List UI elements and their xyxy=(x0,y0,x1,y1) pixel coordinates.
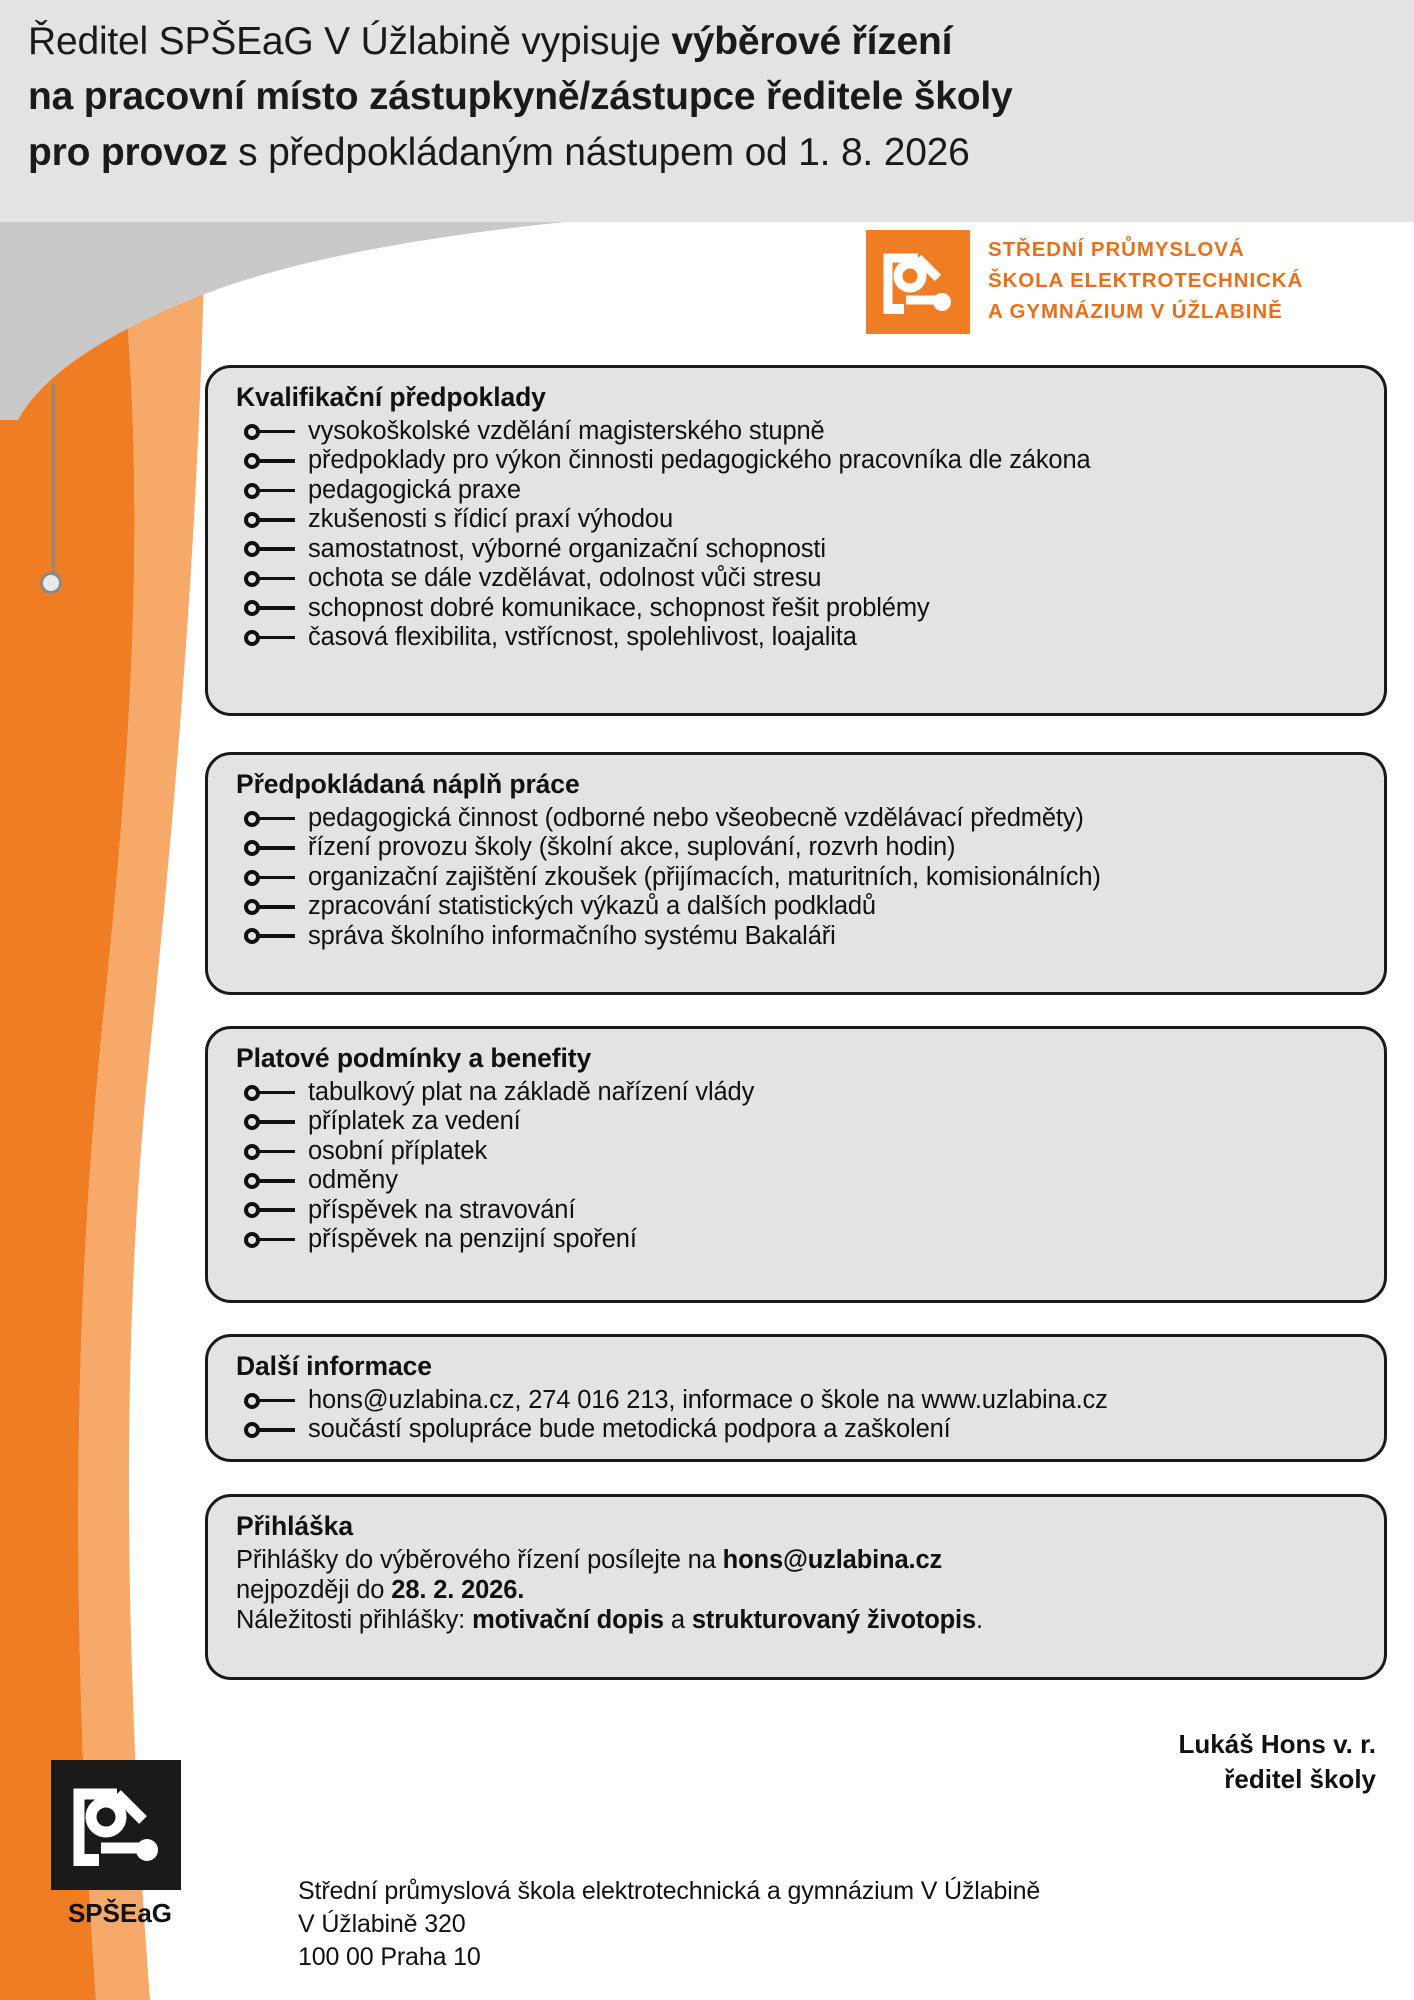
application-email: hons@uzlabina.cz xyxy=(722,1546,943,1574)
list-item xyxy=(236,1196,1362,1225)
list-item-text: samostatnost, výborné organizační schopnosti xyxy=(308,534,826,563)
logo-line-3: A GYMNÁZIUM V ÚŽLABINĚ xyxy=(988,300,1283,324)
header-band xyxy=(0,0,1414,222)
application-line-3-e: . xyxy=(976,1605,983,1634)
application-line-3-a: Náležitosti přihlášky: xyxy=(236,1605,473,1634)
school-logo-caption: SPŠEaG xyxy=(67,1898,173,1928)
list-item xyxy=(236,922,1362,951)
bullet-marker-icon xyxy=(244,870,298,886)
list-item xyxy=(236,535,1362,564)
section-duties-title: Předpokládaná náplň práce xyxy=(236,769,580,799)
application-requirement-1: motivační dopis xyxy=(472,1605,664,1634)
list-item xyxy=(236,1107,1362,1136)
school-logo-icon xyxy=(51,1760,181,1890)
qualifications-list xyxy=(236,417,1362,653)
list-item-text: odměny xyxy=(308,1166,398,1195)
list-item-text: zpracování statistických výkazů a dalších podkladů xyxy=(308,892,876,921)
list-item-text: tabulkový plat na základě nařízení vlády xyxy=(308,1078,755,1106)
section-application-title: Přihláška xyxy=(236,1511,353,1541)
list-item-text: zkušenosti s řídicí praxí výhodou xyxy=(308,505,673,534)
bullet-marker-icon xyxy=(244,899,298,915)
application-line-2-a: nejpozději do xyxy=(236,1575,392,1604)
list-item-text: řízení provozu školy (školní akce, suplování, rozvrh hodin) xyxy=(308,833,956,862)
list-item xyxy=(236,564,1362,593)
list-item-text: příspěvek na stravování xyxy=(308,1195,576,1224)
bullet-marker-icon xyxy=(244,1202,298,1218)
application-line-1-a: Přihlášky do výběrového řízení posílejte na xyxy=(236,1546,723,1574)
info-list xyxy=(236,1386,1362,1445)
list-item xyxy=(236,623,1362,652)
pin-dot-decoration xyxy=(40,572,62,594)
footer-street: V Úžlabině 320 xyxy=(298,1910,466,1938)
bullet-marker-icon xyxy=(244,600,298,616)
application-requirement-2: strukturovaný životopis xyxy=(691,1605,977,1634)
bullet-marker-icon xyxy=(244,1085,298,1101)
section-duties xyxy=(205,752,1387,995)
bullet-marker-icon xyxy=(244,1114,298,1130)
list-item xyxy=(236,1137,1362,1166)
list-item-text: osobní příplatek xyxy=(308,1136,488,1165)
salary-list xyxy=(236,1078,1362,1255)
bullet-marker-icon xyxy=(244,1144,298,1160)
application-deadline: 28. 2. 2026. xyxy=(391,1575,525,1604)
signature-block xyxy=(1179,1727,1376,1796)
list-item-text: předpoklady pro výkon činnosti pedagogického pracovníka dle zákona xyxy=(308,446,1091,475)
list-item xyxy=(236,1386,1362,1415)
bullet-marker-icon xyxy=(244,571,298,587)
list-item xyxy=(236,594,1362,623)
application-line-3-c: a xyxy=(663,1605,692,1634)
footer-school-name: Střední průmyslová škola elektrotechnická a gymnázium V Úžlabině xyxy=(298,1877,1041,1905)
list-item-text: příplatek za vedení xyxy=(308,1107,521,1136)
bullet-marker-icon xyxy=(244,1173,298,1189)
bullet-marker-icon xyxy=(244,1232,298,1248)
bullet-marker-icon xyxy=(244,483,298,499)
list-item-text: časová flexibilita, vstřícnost, spolehlivost, loajalita xyxy=(308,623,857,652)
title-line3-plain: s předpokládaným nástupem od 1. 8. 2026 xyxy=(227,130,970,174)
list-item xyxy=(236,804,1362,833)
footer-city: 100 00 Praha 10 xyxy=(298,1943,481,1971)
list-item-text: schopnost dobré komunikace, schopnost řešit problémy xyxy=(308,593,930,622)
list-item xyxy=(236,446,1362,475)
list-item-text: ochota se dále vzdělávat, odolnost vůči stresu xyxy=(308,564,822,593)
school-logo-icon xyxy=(866,230,970,334)
list-item xyxy=(236,476,1362,505)
application-line-2 xyxy=(236,1576,1362,1606)
bullet-marker-icon xyxy=(244,630,298,646)
list-item xyxy=(236,1166,1362,1195)
list-item-text: organizační zajištění zkoušek (přijímacích, maturitních, komisionálních) xyxy=(308,862,1101,891)
bullet-marker-icon xyxy=(244,1393,298,1409)
list-item xyxy=(236,833,1362,862)
bullet-marker-icon xyxy=(244,453,298,469)
list-item-text: součástí spolupráce bude metodická podpora a zaškolení xyxy=(308,1415,951,1444)
list-item xyxy=(236,863,1362,892)
list-item xyxy=(236,417,1362,446)
contact-line: hons@uzlabina.cz, 274 016 213, informace o škole na www.uzlabina.cz xyxy=(308,1386,1108,1414)
signature-name: Lukáš Hons v. r. xyxy=(1178,1729,1376,1759)
application-line-1 xyxy=(236,1546,1362,1576)
list-item xyxy=(236,1078,1362,1107)
list-item xyxy=(236,1225,1362,1254)
application-line-3 xyxy=(236,1606,1362,1636)
page-title xyxy=(28,14,1398,180)
signature-role: ředitel školy xyxy=(1224,1763,1376,1794)
bullet-marker-icon xyxy=(244,840,298,856)
section-additional-info xyxy=(205,1334,1387,1462)
school-logo-header xyxy=(866,228,1376,338)
title-line3-bold: pro provoz xyxy=(28,130,228,174)
footer-address xyxy=(298,1875,1040,1974)
title-line1-bold: výběrové řízení xyxy=(671,20,953,63)
duties-list xyxy=(236,804,1362,951)
school-logo-wordmark xyxy=(988,234,1303,327)
logo-line-2: ŠKOLA ELEKTROTECHNICKÁ xyxy=(988,269,1304,293)
pin-line-decoration xyxy=(52,384,55,584)
title-line2-bold: na pracovní místo zástupkyně/zástupce ředitele školy xyxy=(28,75,1013,119)
bullet-marker-icon xyxy=(244,811,298,827)
bullet-marker-icon xyxy=(244,424,298,440)
list-item-text: příspěvek na penzijní spoření xyxy=(308,1225,637,1254)
bullet-marker-icon xyxy=(244,1422,298,1438)
list-item-text: správa školního informačního systému Bakaláři xyxy=(308,921,836,950)
section-salary-benefits xyxy=(205,1026,1387,1303)
list-item-text: pedagogická činnost (odborné nebo všeobecně vzdělávací předměty) xyxy=(308,804,1084,832)
bullet-marker-icon xyxy=(244,541,298,557)
list-item xyxy=(236,1415,1362,1444)
section-qualifications xyxy=(205,365,1387,716)
logo-line-1: STŘEDNÍ PRŮMYSLOVÁ xyxy=(988,238,1245,261)
title-line1-plain: Ředitel SPŠEaG V Úžlabině vypisuje xyxy=(28,20,672,63)
section-qualifications-title: Kvalifikační předpoklady xyxy=(236,382,546,412)
section-application xyxy=(205,1494,1387,1680)
school-logo-footer xyxy=(45,1760,195,1945)
section-salary-title: Platové podmínky a benefity xyxy=(236,1043,592,1073)
list-item xyxy=(236,505,1362,534)
list-item-text: vysokoškolské vzdělání magisterského stupně xyxy=(308,417,825,445)
bullet-marker-icon xyxy=(244,512,298,528)
section-info-title: Další informace xyxy=(236,1351,432,1381)
list-item xyxy=(236,892,1362,921)
list-item-text: pedagogická praxe xyxy=(308,475,521,504)
bullet-marker-icon xyxy=(244,928,298,944)
